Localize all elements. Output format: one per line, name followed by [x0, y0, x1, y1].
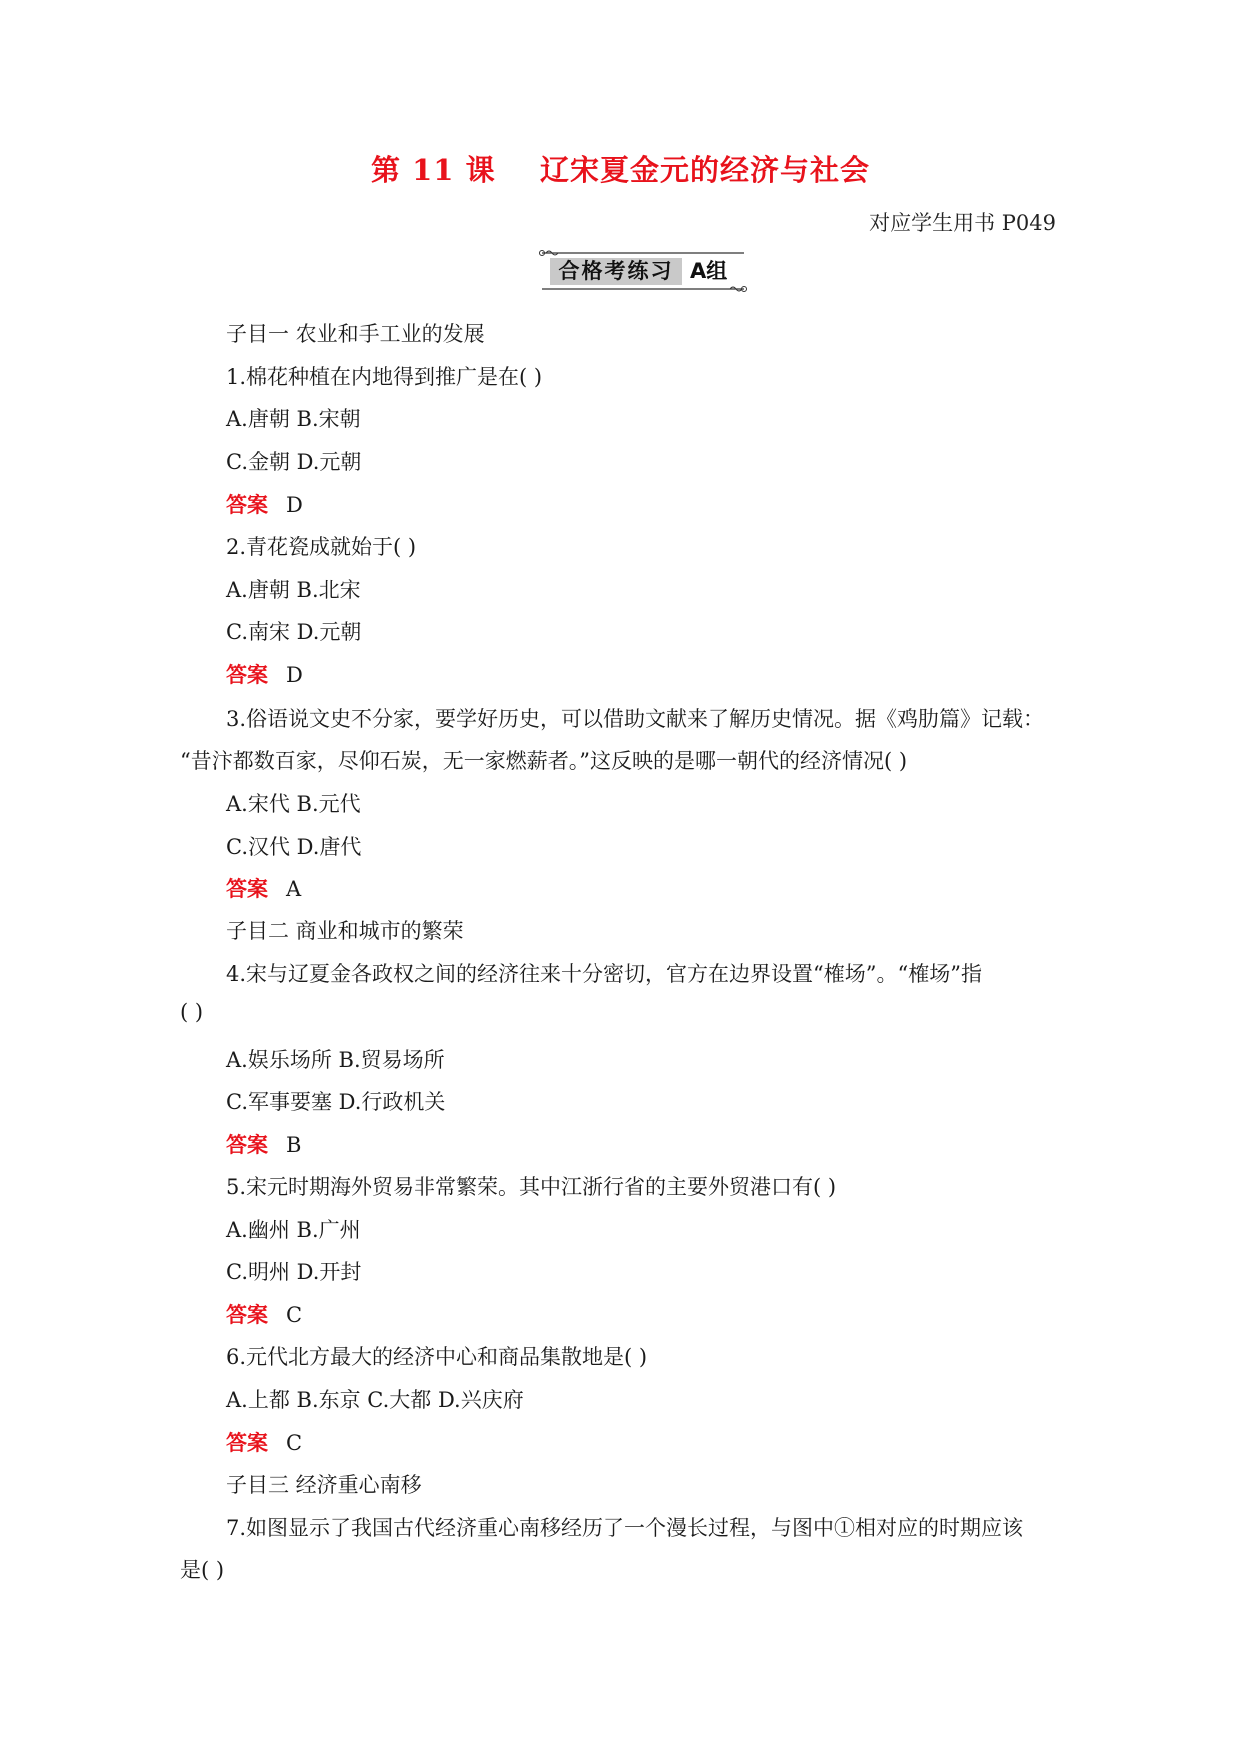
question-line: 4.宋与辽夏金各政权之间的经济往来十分密切，官方在边界设置“榷场”。“榷场”指 — [226, 962, 982, 986]
answer-label: 答案 — [226, 877, 268, 901]
page-title: 第 11 课 辽宋夏金元的经济与社会 — [371, 153, 870, 187]
question-line: C.明州 D.开封 — [226, 1260, 362, 1284]
question-line: C.南宋 D.元朝 — [226, 620, 362, 644]
banner-label: 合格考练习 — [550, 258, 682, 285]
question-line: 5.宋元时期海外贸易非常繁荣。其中江浙行省的主要外贸港口有( ) — [226, 1175, 837, 1199]
question-line: 6.元代北方最大的经济中心和商品集散地是( ) — [226, 1345, 648, 1369]
answer-label: 答案 — [226, 493, 268, 517]
question-line: 1.棉花种植在内地得到推广是在( ) — [226, 365, 543, 389]
continuation-line: 是( ) — [180, 1558, 225, 1582]
answer-line — [226, 873, 301, 903]
answer-label: 答案 — [226, 663, 268, 687]
question-line: A.唐朝 B.北宋 — [226, 578, 361, 602]
answer-label: 答案 — [226, 1133, 268, 1157]
question-line: A.娱乐场所 B.贸易场所 — [226, 1048, 445, 1072]
answer-line — [226, 1427, 302, 1457]
question-line: C.汉代 D.唐代 — [226, 835, 362, 859]
page-reference: 对应学生用书 P049 — [869, 211, 1056, 235]
answer-value: D — [286, 493, 303, 517]
section-heading: 子目三 经济重心南移 — [226, 1473, 422, 1497]
section-banner — [534, 250, 752, 292]
answer-label: 答案 — [226, 1431, 268, 1455]
question-line: C.军事要塞 D.行政机关 — [226, 1090, 446, 1114]
answer-value: C — [286, 1431, 303, 1455]
answer-line — [226, 1129, 301, 1159]
section-heading: 子目一 农业和手工业的发展 — [226, 322, 485, 346]
continuation-line: “昔汴都数百家，尽仰石炭，无一家燃薪者。”这反映的是哪一朝代的经济情况( ) — [180, 749, 908, 773]
answer-line — [226, 489, 303, 519]
question-line: A.宋代 B.元代 — [226, 792, 361, 816]
answer-value: A — [286, 877, 302, 901]
answer-value: C — [286, 1303, 303, 1327]
question-line: C.金朝 D.元朝 — [226, 450, 362, 474]
question-line: 3.俗语说文史不分家，要学好历史，可以借助文献来了解历史情况。据《鸡肋篇》记载： — [226, 707, 1045, 731]
question-line: 2.青花瓷成就始于( ) — [226, 535, 417, 559]
answer-line — [226, 1299, 302, 1329]
question-line: 7.如图显示了我国古代经济重心南移经历了一个漫长过程，与图中①相对应的时期应该 — [226, 1516, 1024, 1540]
question-line: A.上都 B.东京 C.大都 D.兴庆府 — [226, 1388, 524, 1412]
answer-label: 答案 — [226, 1303, 268, 1327]
section-heading: 子目二 商业和城市的繁荣 — [226, 919, 464, 943]
answer-line — [226, 659, 303, 689]
question-line: A.唐朝 B.宋朝 — [226, 407, 361, 431]
continuation-line: ( ) — [180, 1000, 204, 1024]
question-line: A.幽州 B.广州 — [226, 1218, 361, 1242]
answer-value: D — [286, 663, 303, 687]
banner-group: A组 — [690, 259, 728, 283]
answer-value: B — [286, 1133, 302, 1157]
